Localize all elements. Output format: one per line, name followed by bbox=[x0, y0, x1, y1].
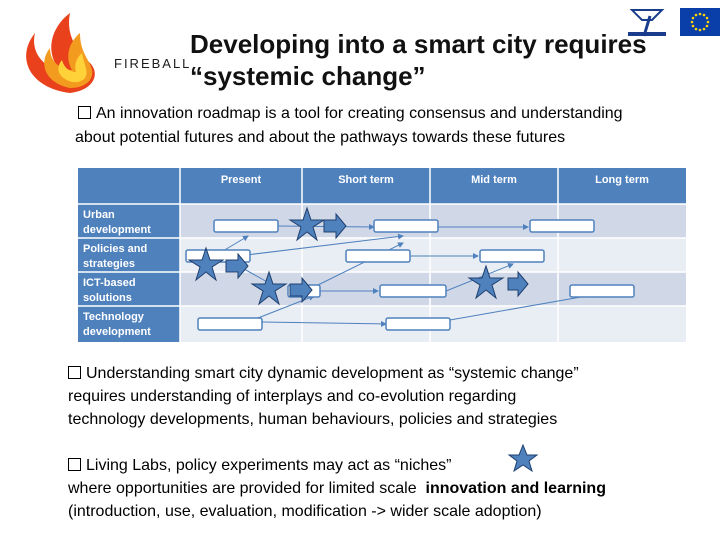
logo-wordmark: FIREBALL bbox=[114, 56, 192, 71]
fireball-logo bbox=[10, 8, 190, 98]
roadmap-item bbox=[214, 220, 278, 232]
roadmap-row-label: development bbox=[83, 326, 151, 338]
roadmap-col-short-term: Short term bbox=[338, 174, 394, 186]
roadmap-item bbox=[374, 220, 438, 232]
roadmap-row-label: ICT-based bbox=[83, 277, 136, 289]
roadmap-item bbox=[380, 285, 446, 297]
roadmap-col-long-term: Long term bbox=[595, 174, 649, 186]
roadmap-col-mid-term: Mid term bbox=[471, 174, 517, 186]
checkbox-icon bbox=[68, 366, 81, 379]
flame-icon bbox=[10, 8, 120, 98]
paragraph2-line-2a: where opportunities are provided for limited scale bbox=[68, 480, 426, 497]
roadmap-row-label: strategies bbox=[83, 258, 135, 270]
title-line-1: Developing into a smart city requires bbox=[190, 29, 647, 59]
star-icon bbox=[508, 444, 538, 472]
paragraph1-line-3: technology developments, human behaviours, policies and strategies bbox=[68, 411, 558, 428]
roadmap-row-label: Urban bbox=[83, 209, 115, 221]
intro-line-1: An innovation roadmap is a tool for creating consensus and understanding bbox=[96, 105, 623, 122]
roadmap-row-label: development bbox=[83, 224, 151, 236]
title-line-2: “systemic change” bbox=[190, 61, 426, 91]
roadmap-row-label: Technology bbox=[83, 311, 144, 323]
checkbox-icon bbox=[68, 458, 81, 471]
roadmap-table bbox=[78, 168, 686, 342]
paragraph2-line-3: (introduction, use, evaluation, modification -> wider scale adoption) bbox=[68, 503, 542, 520]
intro-line-2: about potential futures and about the pathways towards these futures bbox=[75, 129, 566, 146]
roadmap-item bbox=[198, 318, 262, 330]
paragraph2-line-1: Living Labs, policy experiments may act as “niches” bbox=[86, 457, 452, 474]
roadmap-item bbox=[386, 318, 450, 330]
paragraph2-line-2b: innovation and learning bbox=[425, 480, 606, 497]
paragraph1-line-2: requires understanding of interplays and co-evolution regarding bbox=[68, 388, 517, 405]
roadmap-item bbox=[480, 250, 544, 262]
roadmap-item bbox=[570, 285, 634, 297]
roadmap-row-label: solutions bbox=[83, 292, 132, 304]
checkbox-icon bbox=[78, 106, 91, 119]
roadmap-item bbox=[530, 220, 594, 232]
roadmap-col-present: Present bbox=[220, 174, 262, 186]
roadmap-item bbox=[346, 250, 410, 262]
paragraph1-line-1: Understanding smart city dynamic development as “systemic change” bbox=[86, 365, 579, 382]
intro-bullet bbox=[75, 102, 718, 150]
roadmap-row-label: Policies and bbox=[83, 243, 148, 255]
body-text bbox=[68, 362, 718, 523]
slide-title bbox=[190, 28, 710, 92]
